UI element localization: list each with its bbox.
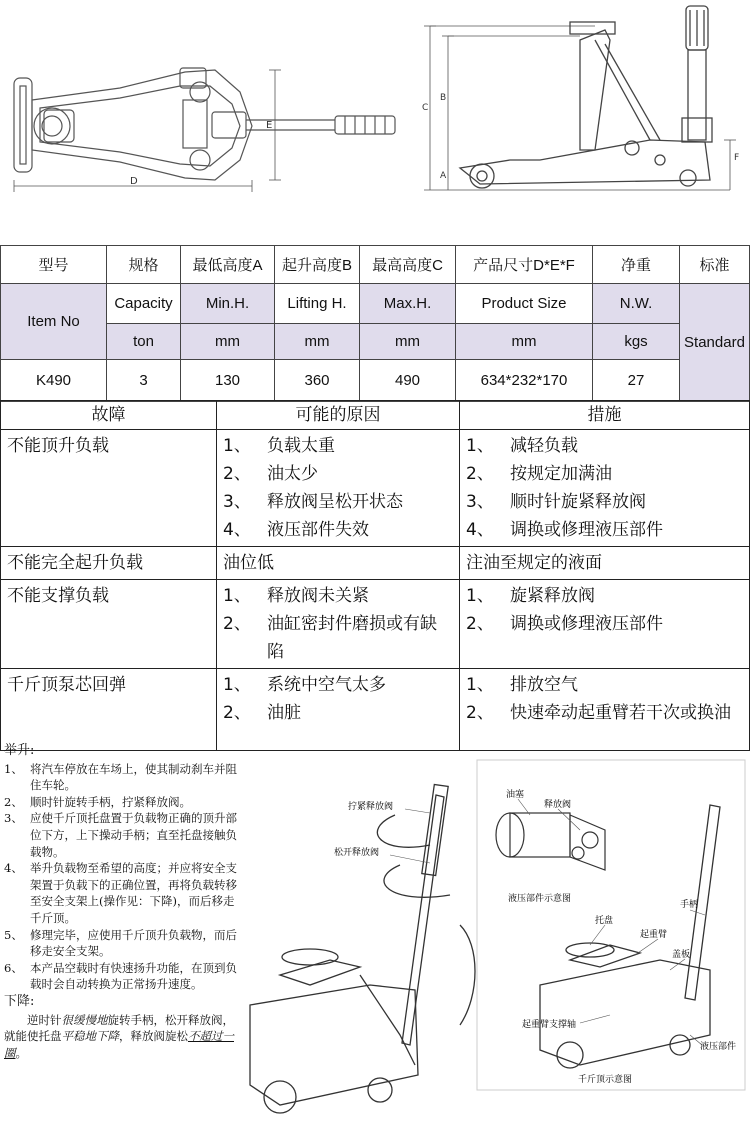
spec-en-label: N.W. (593, 284, 680, 324)
spec-header: 规格 (107, 246, 181, 284)
dim-label-c: C (422, 103, 429, 113)
label-arm-pin: 起重臂支撑轴 (522, 1020, 577, 1030)
fault-causes: 1、 释放阀未关紧 2、 油缸密封件磨损或有缺陷 (217, 580, 460, 669)
dim-label-e: E (266, 120, 273, 131)
operation-instructions (4, 742, 242, 1061)
dim-label-f: F (734, 153, 740, 163)
spec-en-label: Product Size (456, 284, 593, 324)
lift-step: 6、 本产品空载时有快速扬升功能，在顶到负载时会自动转换为正常扬升速度。 (4, 960, 237, 992)
spec-en-label: Capacity (107, 284, 181, 324)
spec-unit: kgs (593, 324, 680, 360)
dim-label-b: B (440, 93, 447, 103)
spec-header: 最高高度C (360, 246, 456, 284)
label-hydraulic-parts: 液压部件 (700, 1042, 737, 1052)
lift-step: 3、 应使千斤顶托盘置于负载物正确的顶升部位下方，上下操动手柄；直至托盘接触负载物。 (4, 811, 237, 859)
jack-illustration (240, 745, 750, 1124)
label-reservoir: 油塞 (506, 790, 525, 800)
spec-header: 型号 (1, 246, 107, 284)
fault-header: 措施 (460, 401, 750, 430)
spec-value: 130 (181, 360, 275, 402)
label-saddle: 托盘 (595, 916, 614, 926)
fault-table (0, 400, 750, 751)
spec-standard: Standard (680, 284, 750, 402)
spec-value: 3 (107, 360, 181, 402)
side-view-drawing (420, 0, 750, 215)
spec-value: 634*232*170 (456, 360, 593, 402)
dim-label-a: A (440, 171, 447, 181)
spec-en-label: Min.H. (181, 284, 275, 324)
lift-step: 5、 修理完毕，应使用千斤顶升负载物，而后移走安全支架。 (4, 927, 237, 959)
lift-step: 2、 顺时针旋转手柄，拧紧释放阀。 (4, 794, 191, 809)
spec-header: 最低高度A (181, 246, 275, 284)
dim-label-d: D (130, 176, 138, 187)
fault-actions: 1、 减轻负载 2、 按规定加满油 3、 顺时针旋紧释放阀 4、 调换或修理液压部件 (460, 430, 750, 547)
label-cover: 盖板 (672, 950, 691, 960)
fault-action: 注油至规定的液面 (460, 547, 750, 580)
fault-name: 不能顶升负载 (1, 430, 217, 547)
spec-unit: mm (275, 324, 360, 360)
label-release-valve: 释放阀 (544, 800, 572, 810)
spec-table (0, 245, 750, 402)
lower-text: 逆时针很缓慢地旋转手柄，松开释放阀，就能使托盘平稳地下降，释放阀旋松不超过一圈。 (4, 1012, 234, 1060)
lift-title: 举升: (4, 743, 35, 758)
fault-causes: 1、 系统中空气太多 2、 油脏 (217, 669, 460, 751)
spec-en-label: Lifting H. (275, 284, 360, 324)
fault-name: 不能支撑负载 (1, 580, 217, 669)
fault-header: 故障 (1, 401, 217, 430)
lift-step: 1、 将汽车停放在车场上，使其制动刹车并阻住车轮。 (4, 761, 237, 793)
spec-item-no: Item No (1, 284, 107, 360)
label-hydraulic-caption: 液压部件示意图 (508, 894, 572, 904)
label-lift-arm: 起重臂 (640, 930, 668, 940)
spec-unit: mm (456, 324, 593, 360)
fault-name: 不能完全起升负载 (1, 547, 217, 580)
label-handle: 手柄 (680, 900, 699, 910)
spec-value: 490 (360, 360, 456, 402)
spec-value: K490 (1, 360, 107, 402)
lower-title: 下降: (4, 993, 35, 1009)
fault-actions: 1、 排放空气 2、 快速牵动起重臂若干次或换油 (460, 669, 750, 751)
spec-header: 净重 (593, 246, 680, 284)
spec-value: 27 (593, 360, 680, 402)
spec-header: 产品尺寸D*E*F (456, 246, 593, 284)
spec-header: 标准 (680, 246, 750, 284)
spec-unit: ton (107, 324, 181, 360)
top-view-drawing (0, 0, 420, 215)
label-jack-caption: 千斤顶示意图 (578, 1075, 633, 1085)
fault-cause: 油位低 (217, 547, 460, 580)
spec-value: 360 (275, 360, 360, 402)
spec-unit: mm (360, 324, 456, 360)
spec-unit: mm (181, 324, 275, 360)
fault-name: 千斤顶泵芯回弹 (1, 669, 217, 751)
label-loosen: 松开释放阀 (334, 848, 380, 858)
spec-header: 起升高度B (275, 246, 360, 284)
fault-header: 可能的原因 (217, 401, 460, 430)
label-tighten: 拧紧释放阀 (348, 802, 394, 812)
fault-actions: 1、 旋紧释放阀 2、 调换或修理液压部件 (460, 580, 750, 669)
spec-en-label: Max.H. (360, 284, 456, 324)
lift-step: 4、 举升负载物至希望的高度；并应将安全支架置于负载下的正确位置，再将负载转移至安全支架上(操作见：下降)，而后移走千斤顶。 (4, 861, 237, 925)
fault-causes: 1、 负载太重 2、 油太少 3、 释放阀呈松开状态 4、 液压部件失效 (217, 430, 460, 547)
